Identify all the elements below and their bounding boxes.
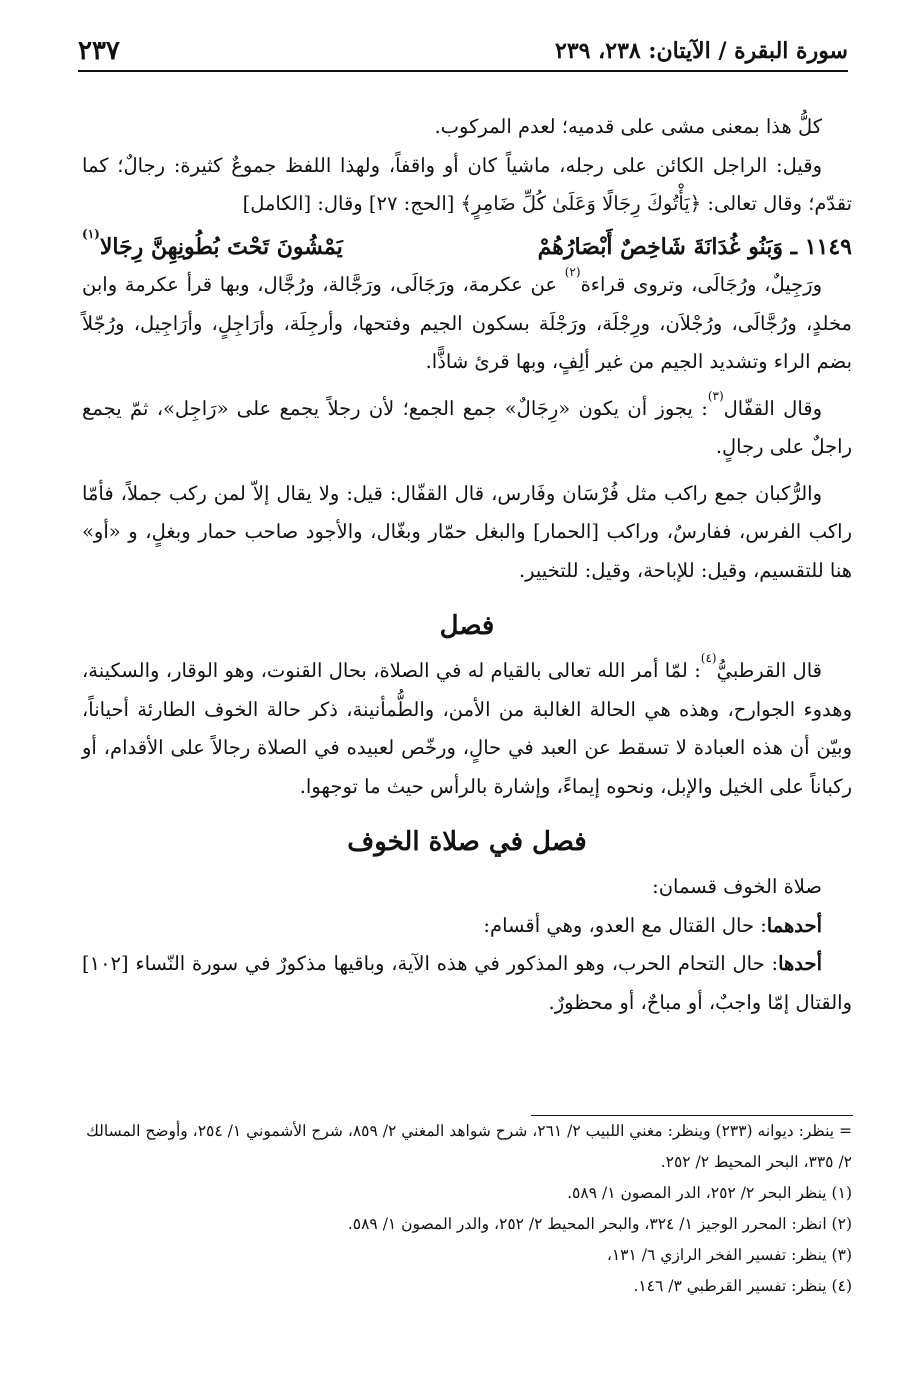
paragraph-9-lead: أحدها — [778, 952, 822, 975]
paragraph-1: كلُّ هذا بمعنى مشى على قدميه؛ لعدم المركوب. — [434, 115, 822, 138]
paragraph-6-rest: : لمّا أمر الله تعالى بالقيام له في الصلاة، بحال القنوت، وهو الوقار، والسكينة، وهدوء الجوارح، وهذه هي الحالة الغالبة من الأمن، والطُّمأنينة، ذكر حالة الخوف الطارئة أحياناً، وبيّن أن هذه العبادة لا تسقط عن العبد في حالٍ، ورخّص لعبيده في الصلاة رجالاً على الأقدام، أو ركباناً على الخيل والإبل، ونحوه إيماءً، وإشارة بالرأس حيث ما توجهوا. — [82, 659, 852, 798]
main-text — [82, 108, 852, 1022]
paragraph-5: والرُّكبان جمع راكب مثل فُرْسَان وفَارس، قال القفّال: قيل: ولا يقال إلاّ لمن ركب جملاً، فأمّا راكب الفرس، ففارسٌ، وراكب [الحمار] والبغل حمّار وبغّال، والأجود صاحب حمار وبغلٍ، و «أو» هنا للتقسيم، وقيل: للإباحة، وقيل: للتخيير. — [82, 481, 852, 582]
footnote-ref-3: (٣) — [707, 388, 724, 403]
verse-second-hemistich — [82, 228, 343, 267]
paragraph-8-rest: : حال القتال مع العدو، وهي أقسام: — [483, 913, 767, 937]
paragraph-4-rest: : يجوز أن يكون «رِجَالٌ» جمع الجمع؛ لأن رجلاً يجمع على «رَاجِل»، ثمّ يجمع راجلٌ على رجالٍ. — [82, 396, 852, 458]
page-number: ٢٣٧ — [78, 36, 120, 66]
paragraph-9-rest: : حال التحام الحرب، وهو المذكور في هذه الآية، وباقيها مذكورٌ في سورة النّساء [١٠٢] والقتال إمّا واجبٌ، أو مباحٌ، أو محظورٌ. — [82, 952, 852, 1014]
paragraph-4 — [82, 390, 852, 467]
poetry-verse — [82, 228, 852, 267]
paragraph-2: وقيل: الراجل الكائن على رجله، ماشياً كان أو واقفاً، ولهذا اللفظ جموعٌ كثيرة: رجالٌ؛ كما تقدّم؛ وقال تعالى: ﴿يَأْتُوكَ رِجَالًا وَعَلَىٰ كُلِّ ضَامِرٍ﴾ [الحج: ٢٧] وقال: [الكامل] — [82, 153, 852, 215]
paragraph-9 — [82, 945, 852, 1022]
paragraph-3-rest: عن عكرمة، ورَجَالَى، ورَجَّالة، ورُجَّال، وبها قرأ عكرمة وابن مخلدٍ، ورُجَّالَى، ورُجْلاَن، ورِجْلَة، ورَجْلَة بسكون الجيم وفتحها، وأرجِلَة، وأرَاجِلٍ، وأرَاجِيل، ورُجّلاً بضم الراء وتشديد الجيم من غير ألِفٍ، وبها قرئ شاذًّا. — [82, 273, 852, 373]
footnote-3: (٣) ينظر: تفسير الفخر الرازي ٦/ ١٣١، — [606, 1246, 852, 1264]
verse-second-text: يَمْشُونَ تَحْتَ بُطُونِهِنَّ رِجَالا — [99, 233, 343, 260]
footnote-1: (١) ينظر البحر ٢/ ٢٥٢، الدر المصون ١/ ٥٨٩. — [567, 1184, 852, 1202]
paragraph-6-start: قال القرطبيُّ — [716, 659, 822, 682]
footnote-4: (٤) ينظر: تفسير القرطبي ٣/ ١٤٦. — [633, 1277, 852, 1295]
footnote-ref-2: (٢) — [564, 265, 581, 279]
paragraph-8 — [82, 907, 852, 946]
paragraph-3-start: ورَجِيلٌ، ورُجَالَى، وتروى قراءة — [580, 273, 822, 296]
verse-first-hemistich: ١١٤٩ ـ وَبَنُو غُدَانَةَ شَاخِصٌ أَبْصَارُهُمْ — [537, 233, 852, 260]
paragraph-7: صلاة الخوف قسمان: — [652, 875, 822, 898]
footnote-continuation: = ينظر: ديوانه (٢٣٣) وينظر: مغني اللبيب ٢/ ٢٦١، شرح شواهد المغني ٢/ ٨٥٩، شرح الأشموني ١/ ٢٥٤، وأوضح المسالك ٢/ ٣٣٥، البحر المحيط ٢/ ٢٥٢. — [86, 1122, 852, 1171]
paragraph-8-lead: أحدهما — [766, 913, 822, 937]
footnote-2: (٢) انظر: المحرر الوجيز ١/ ٣٢٤، والبحر المحيط ٢/ ٢٥٢، والدر المصون ١/ ٥٨٩. — [347, 1215, 852, 1233]
paragraph-6 — [82, 652, 852, 806]
header-title: سورة البقرة / الآيتان: ٢٣٨، ٢٣٩ — [555, 38, 848, 64]
footnote-ref-1: (١) — [82, 226, 100, 241]
section-heading-fasl: فصل — [439, 611, 495, 641]
section-heading-fear-prayer: فصل في صلاة الخوف — [347, 827, 587, 857]
paragraph-4-start: وقال القفّال — [723, 396, 822, 420]
footnote-ref-4: (٤) — [700, 651, 717, 665]
running-header — [78, 36, 848, 72]
footnotes — [82, 1116, 852, 1302]
paragraph-3 — [82, 266, 852, 382]
